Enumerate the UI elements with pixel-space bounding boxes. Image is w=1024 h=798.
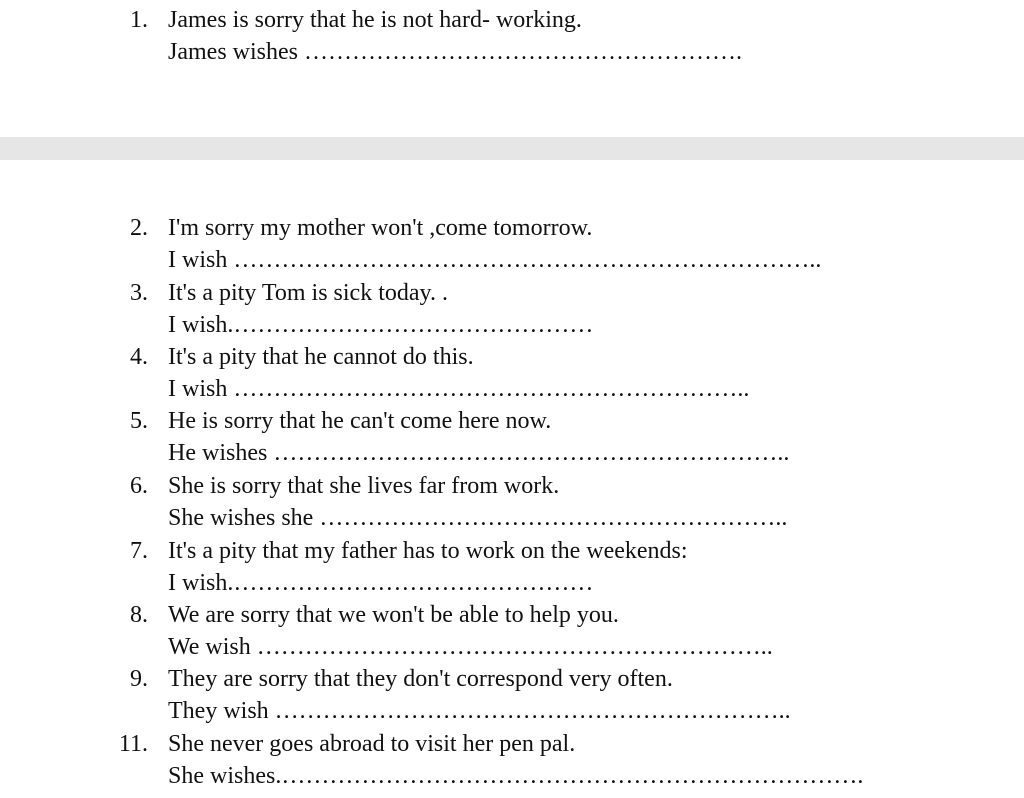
answer-line <box>168 309 593 341</box>
answer-line <box>168 760 863 792</box>
answer-line <box>168 631 773 663</box>
exercise-number: 6. <box>130 473 148 499</box>
exercise-sentence: I'm sorry my mother won't ,come tomorrow. <box>168 215 593 241</box>
answer-line <box>168 437 789 469</box>
exercise-sentence: They are sorry that they don't correspond very often. <box>168 666 673 692</box>
answer-blank-dots: ……………………………………………………………….. <box>227 247 822 273</box>
exercise-item <box>0 212 1024 276</box>
answer-blank-dots: ……………………………………… <box>233 312 594 338</box>
exercise-number: 3. <box>130 280 148 306</box>
answer-line <box>168 567 593 599</box>
exercise-sentence: It's a pity that he cannot do this. <box>168 344 474 370</box>
gray-separator-band <box>0 137 1024 160</box>
answer-blank-dots: ………………………………………………….. <box>313 505 788 531</box>
exercise-number: 11. <box>118 731 148 757</box>
answer-prompt: James wishes <box>168 39 298 65</box>
answer-prompt: I wish <box>168 247 228 273</box>
answer-prompt: I wish. <box>168 570 234 596</box>
exercise-item <box>0 341 1024 405</box>
exercise-sentence: We are sorry that we won't be able to help you. <box>168 602 619 628</box>
answer-line <box>168 695 791 727</box>
answer-line <box>168 244 821 276</box>
answer-line <box>168 502 787 534</box>
exercise-sentence: He is sorry that he can't come here now. <box>168 408 552 434</box>
exercise-sentence: It's a pity that my father has to work on the weekends: <box>168 538 688 564</box>
exercise-sentence: James is sorry that he is not hard- working. <box>168 7 582 33</box>
answer-blank-dots: ……………………………………… <box>233 570 594 596</box>
answer-prompt: I wish <box>168 376 228 402</box>
exercise-item <box>0 470 1024 534</box>
answer-blank-dots: ……………………………………………………….. <box>268 698 791 724</box>
answer-blank-dots: ………………………………………………. <box>297 39 742 65</box>
exercise-item <box>0 4 1024 68</box>
exercise-item <box>0 728 1024 792</box>
answer-prompt: They wish <box>168 698 269 724</box>
exercise-item <box>0 599 1024 663</box>
exercise-item <box>0 405 1024 469</box>
exercise-sentence: She is sorry that she lives far from work. <box>168 473 560 499</box>
exercise-sentence: It's a pity Tom is sick today. . <box>168 280 448 306</box>
answer-blank-dots: ……………………………………………………….. <box>227 376 750 402</box>
answer-prompt: She wishes. <box>168 763 282 789</box>
answer-line <box>168 373 749 405</box>
answer-blank-dots: ………………………………………………………………. <box>281 763 864 789</box>
exercise-number: 9. <box>130 666 148 692</box>
exercise-item <box>0 277 1024 341</box>
exercise-number: 1. <box>130 7 148 33</box>
answer-blank-dots: ……………………………………………………….. <box>267 440 790 466</box>
exercise-number: 8. <box>130 602 148 628</box>
exercise-number: 4. <box>130 344 148 370</box>
exercise-number: 2. <box>130 215 148 241</box>
answer-line <box>168 36 742 68</box>
answer-prompt: I wish. <box>168 312 234 338</box>
exercise-item <box>0 663 1024 727</box>
cut-off-next-line <box>118 790 1018 798</box>
exercise-number: 7. <box>130 538 148 564</box>
answer-prompt: She wishes she <box>168 505 314 531</box>
answer-blank-dots: ……………………………………………………….. <box>250 634 773 660</box>
answer-prompt: He wishes <box>168 440 268 466</box>
exercise-sentence: She never goes abroad to visit her pen pal. <box>168 731 576 757</box>
answer-prompt: We wish <box>168 634 251 660</box>
exercise-item <box>0 535 1024 599</box>
exercise-number: 5. <box>130 408 148 434</box>
